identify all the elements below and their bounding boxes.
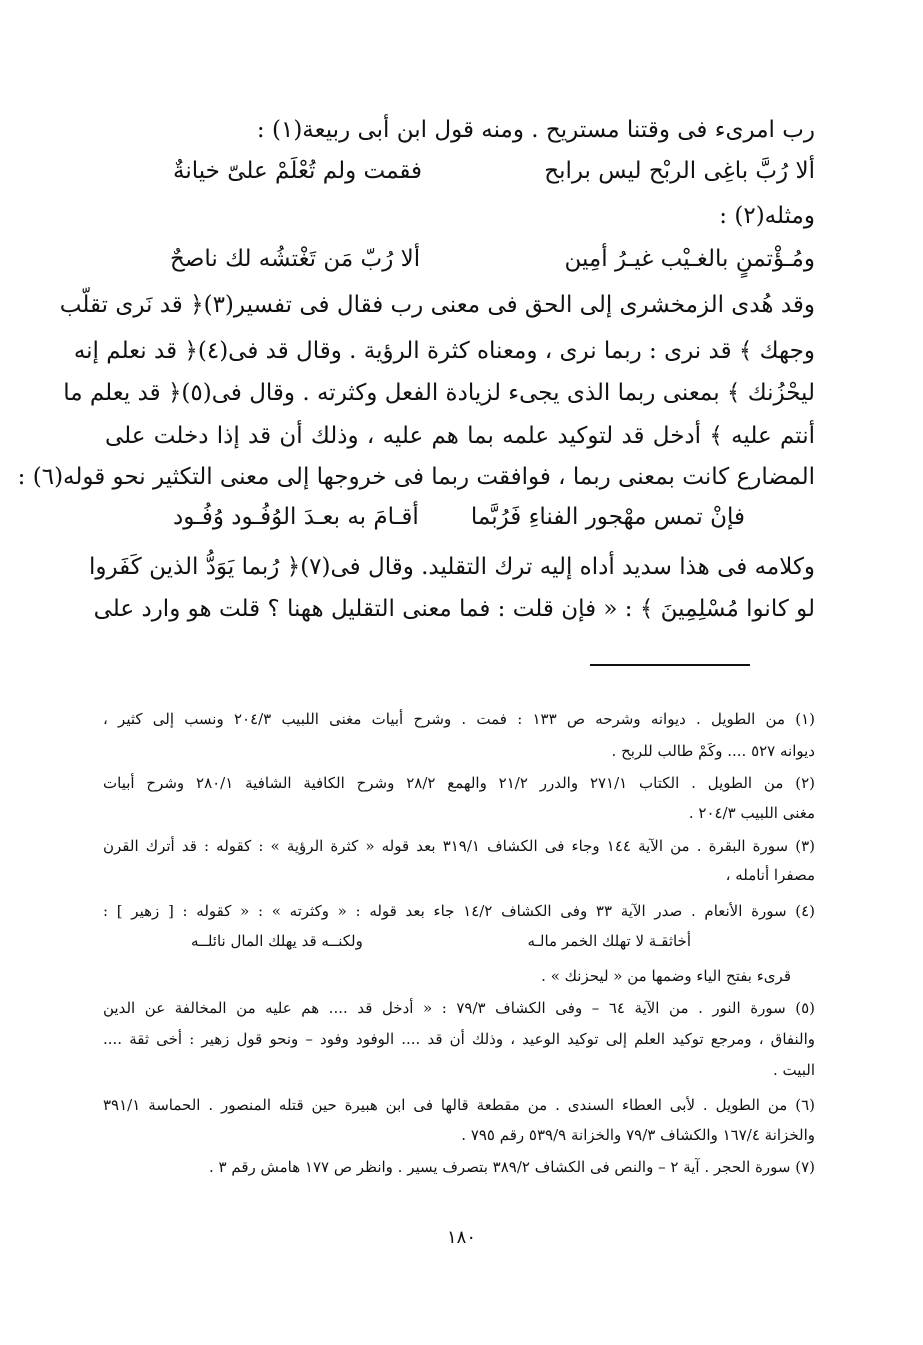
footnote-line: البيت . [772, 1061, 815, 1079]
footnote-line: قرىء بفتح الياء وضمها من « ليحزنك » . [541, 967, 791, 985]
body-line: وجهك ﴾ قد نرى : ربما نرى ، ومعناه كثرة الرؤية . وقال قد فى(٤)﴿ قد نعلم إنه [73, 338, 815, 364]
page-number: ١٨٠ [446, 1227, 476, 1248]
footnote-line: والنفاق ، ومرجع توكيد العلم إلى توكيد الوعيد ، وذلك أن قد .... الوفود وفود – ونحو قول زهير : أخى ثقة .... [103, 1030, 815, 1048]
footnote-line: مغنى اللبيب ٢٠٤/٣ . [688, 804, 815, 822]
body-line: وكلامه فى هذا سديد أداه إليه ترك التقليد. وقال فى(٧)﴿ رُبما يَوَدُّ الذين كَفَروا [88, 554, 815, 580]
body-line: رب امرىء فى وقتنا مستريح . ومنه قول ابن أبى ربيعة(١) : [256, 117, 815, 143]
body-line: وقد هُدى الزمخشرى إلى الحق فى معنى رب فقال فى تفسير(٣)﴿ قد نَرى تقلّب [59, 292, 815, 318]
verse-second-hemistich: فقمت ولم تُعْلَمْ علىّ خيانةٌ [173, 158, 423, 184]
footnote-line: (٣) سورة البقرة . من الآية ١٤٤ وجاء فى الكشاف ٣١٩/١ بعد قوله « كثرة الرؤية » : كقوله : قد أترك القرن [103, 837, 815, 855]
footnote-line: (٦) من الطويل . لأبى العطاء السندى . من مقطعة قالها فى ابن هبيرة حين قتله المنصور . الحماسة ٣٩١/١ [103, 1096, 815, 1114]
body-line: ليحْزُنك ﴾ بمعنى ربما الذى يجىء لزيادة الفعل وكثرته . وقال فى(٥)﴿ قد يعلم ما [63, 380, 815, 406]
footnote-line: (٥) سورة النور . من الآية ٦٤ – وفى الكشاف ٧٩/٣ : « أدخل قد .... هم عليه من المخالفة عن الدين [103, 999, 816, 1017]
verse-second-hemistich: أقـامَ به بعـدَ الوُفُـود وُفُـود [173, 504, 419, 530]
footnote-line: (٤) سورة الأنعام . صدر الآية ٣٣ وفى الكشاف ١٤/٢ جاء بعد قوله : « وكثرته » : « كقوله : [ زهير ] : [103, 902, 815, 920]
verse-first-hemistich: فإنْ تمس مهْجور الفناءِ فَرُبَّما [470, 504, 745, 530]
body-line: ومثله(٢) : [719, 203, 815, 229]
body-line: أنتم عليه ﴾ أدخل قد لتوكيد علمه بما هم عليه ، وذلك أن قد إذا دخلت على [105, 423, 815, 449]
verse-first-hemistich: ومُـؤْتمنٍ بالغـيْب غيـرُ أمِين [564, 246, 815, 272]
footnote-line: (٧) سورة الحجر . آية ٢ – والنص فى الكشاف ٣٨٩/٢ بتصرف يسير . وانظر ص ١٧٧ هامش رقم ٣ . [208, 1158, 815, 1176]
footnote-line: (٢) من الطويل . الكتاب ٢٧١/١ والدرر ٢١/٢ والهمع ٢٨/٢ وشرح الكافية الشافية ٢٨٠/١ وشرح أبيات [103, 774, 815, 792]
footnote-line: (١) من الطويل . ديوانه وشرحه ص ١٣٣ : فمت . وشرح أبيات مغنى اللبيب ٢٠٤/٣ ونسب إلى كثير ، [103, 710, 815, 728]
verse-first-hemistich: ألا رُبَّ باغِى الربْح ليس برابح [544, 158, 815, 184]
footnote-verse-first: أخاثقـة لا تهلك الخمر مالـه [527, 932, 691, 950]
footnote-line: والخزانة ١٦٧/٤ والكشاف ٧٩/٣ والخزانة ٥٣٩/٩ رقم ٧٩٥ . [461, 1126, 815, 1144]
footnote-verse-second: ولكنــه قد يهلك المال نائلــه [191, 932, 363, 950]
verse-second-hemistich: ألا رُبّ مَن تَغْتشُه لك ناصحٌ [170, 246, 421, 272]
body-line: لو كانوا مُسْلِمِينَ ﴾ : « فإن قلت : فما معنى التقليل ههنا ؟ قلت هو وارد على [93, 596, 815, 622]
footnote-separator [590, 664, 750, 666]
footnote-line: مصفرا أنامله ، [725, 866, 815, 884]
footnote-line: ديوانه ٥٢٧ .... وكَمْ طالب للربح . [611, 742, 815, 760]
body-line: المضارع كانت بمعنى ربما ، فوافقت ربما فى خروجها إلى معنى التكثير نحو قوله(٦) : [17, 464, 815, 490]
